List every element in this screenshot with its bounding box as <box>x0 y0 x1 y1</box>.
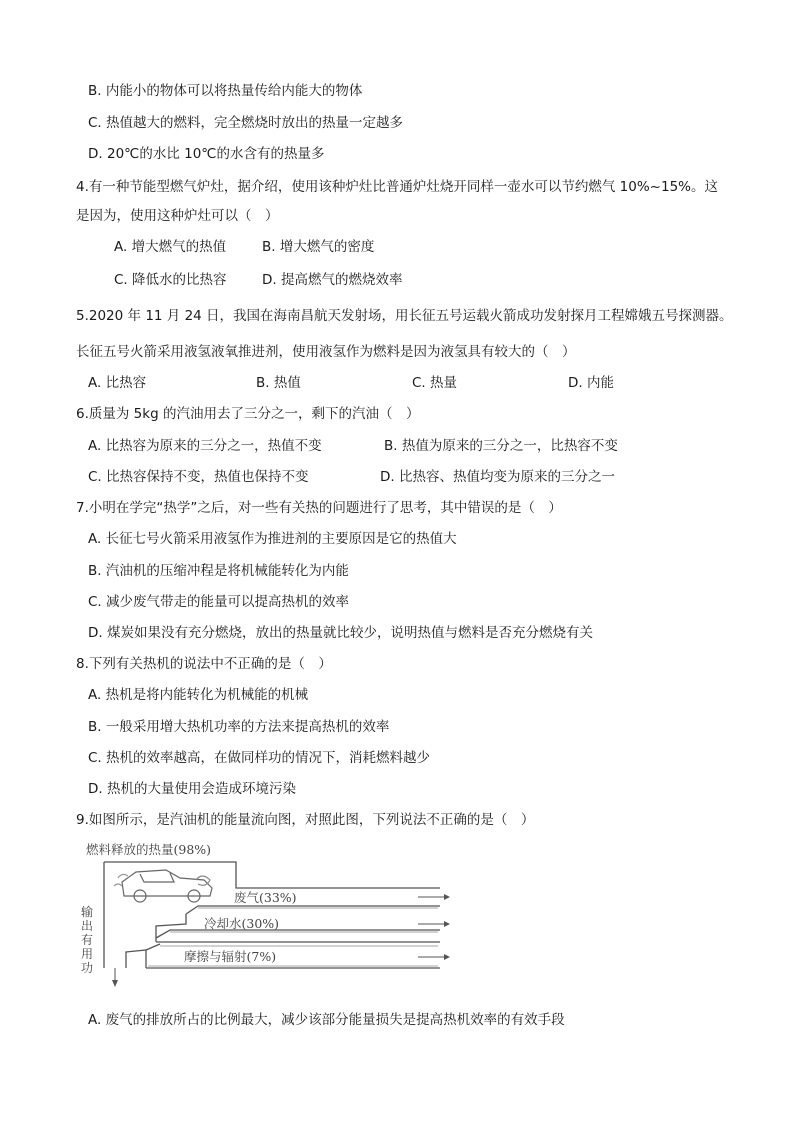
cooling-water-label: 冷却水(30%) <box>204 916 280 931</box>
line-c-heat-value: C. 热值越大的燃料，完全燃烧时放出的热量一定越多 <box>88 115 404 131</box>
question-8-option-b: B. 一般采用增大热机功率的方法来提高热机的效率 <box>88 719 390 735</box>
question-9-stem: 9.如图所示，是汽油机的能量流向图，对照此图，下列说法不正确的是（ ） <box>76 812 535 828</box>
question-8-stem: 8.下列有关热机的说法中不正确的是（ ） <box>76 656 332 672</box>
question-4-line-2: 是因为，使用这种炉灶可以（ ） <box>76 208 279 224</box>
car-icon <box>114 870 212 902</box>
question-4-option-a: A. 增大燃气的热值 <box>114 239 227 255</box>
question-4-line-1: 4.有一种节能型燃气炉灶，据介绍，使用该种炉灶比普通炉灶烧开同样一壶水可以节约燃气 10%~15%。这 <box>76 179 718 195</box>
svg-text:功: 功 <box>81 961 94 975</box>
question-5-option-b: B. 热值 <box>256 375 301 391</box>
svg-text:有: 有 <box>81 933 94 947</box>
question-5-option-a: A. 比热容 <box>88 375 147 391</box>
line-d-water-heat: D. 20℃的水比 10℃的水含有的热量多 <box>88 146 325 162</box>
line-b-internal-energy: B. 内能小的物体可以将热量传给内能大的物体 <box>88 83 363 99</box>
friction-arrow <box>418 954 450 960</box>
question-6-option-d: D. 比热容、热值均变为原来的三分之一 <box>380 469 615 485</box>
question-4-option-c: C. 降低水的比热容 <box>114 272 227 288</box>
exhaust-arrow <box>418 894 450 900</box>
question-9-option-a: A. 废气的排放所占的比例最大，减少该部分能量损失是提高热机效率的有效手段 <box>88 1012 565 1028</box>
useful-work-arrow <box>112 968 118 987</box>
question-4-option-d: D. 提高燃气的燃烧效率 <box>262 272 403 288</box>
energy-flow-diagram <box>78 840 458 990</box>
question-7-stem: 7.小明在学完“热学”之后，对一些有关热的问题进行了思考，其中错误的是（ ） <box>76 500 562 516</box>
svg-text:输: 输 <box>81 905 94 919</box>
cooling-arrow <box>418 921 450 927</box>
question-7-option-d: D. 煤炭如果没有充分燃烧，放出的热量就比较少，说明热值与燃料是否充分燃烧有关 <box>88 625 593 641</box>
question-5-line-1: 5.2020 年 11 月 24 日，我国在海南昌航天发射场，用长征五号运载火箭成功发射探月工程嫦娥五号探测器。 <box>76 308 733 324</box>
fuel-heat-label: 燃料释放的热量(98%) <box>86 842 212 857</box>
svg-text:出: 出 <box>81 919 94 933</box>
exhaust-label: 废气(33%) <box>234 890 297 905</box>
question-6-stem: 6.质量为 5kg 的汽油用去了三分之一，剩下的汽油（ ） <box>76 406 420 422</box>
question-7-option-a: A. 长征七号火箭采用液氢作为推进剂的主要原因是它的热值大 <box>88 531 457 547</box>
friction-radiation-label: 摩擦与辐射(7%) <box>184 949 277 964</box>
svg-text:用: 用 <box>81 947 94 961</box>
question-6-option-b: B. 热值为原来的三分之一，比热容不变 <box>384 438 618 454</box>
question-5-line-2: 长征五号火箭采用液氢液氧推进剂，使用液氢作为燃料是因为液氢具有较大的（ ） <box>76 344 576 360</box>
question-6-option-c: C. 比热容保持不变，热值也保持不变 <box>88 469 309 485</box>
question-7-option-c: C. 减少废气带走的能量可以提高热机的效率 <box>88 594 350 610</box>
question-8-option-a: A. 热机是将内能转化为机械能的机械 <box>88 687 309 703</box>
question-8-option-d: D. 热机的大量使用会造成环境污染 <box>88 781 296 797</box>
question-7-option-b: B. 汽油机的压缩冲程是将机械能转化为内能 <box>88 563 349 579</box>
question-5-option-d: D. 内能 <box>568 375 614 391</box>
question-8-option-c: C. 热机的效率越高，在做同样功的情况下，消耗燃料越少 <box>88 750 431 766</box>
useful-work-label <box>81 904 93 975</box>
question-6-option-a: A. 比热容为原来的三分之一，热值不变 <box>88 438 322 454</box>
question-5-option-c: C. 热量 <box>412 375 458 391</box>
question-4-option-b: B. 增大燃气的密度 <box>262 239 375 255</box>
